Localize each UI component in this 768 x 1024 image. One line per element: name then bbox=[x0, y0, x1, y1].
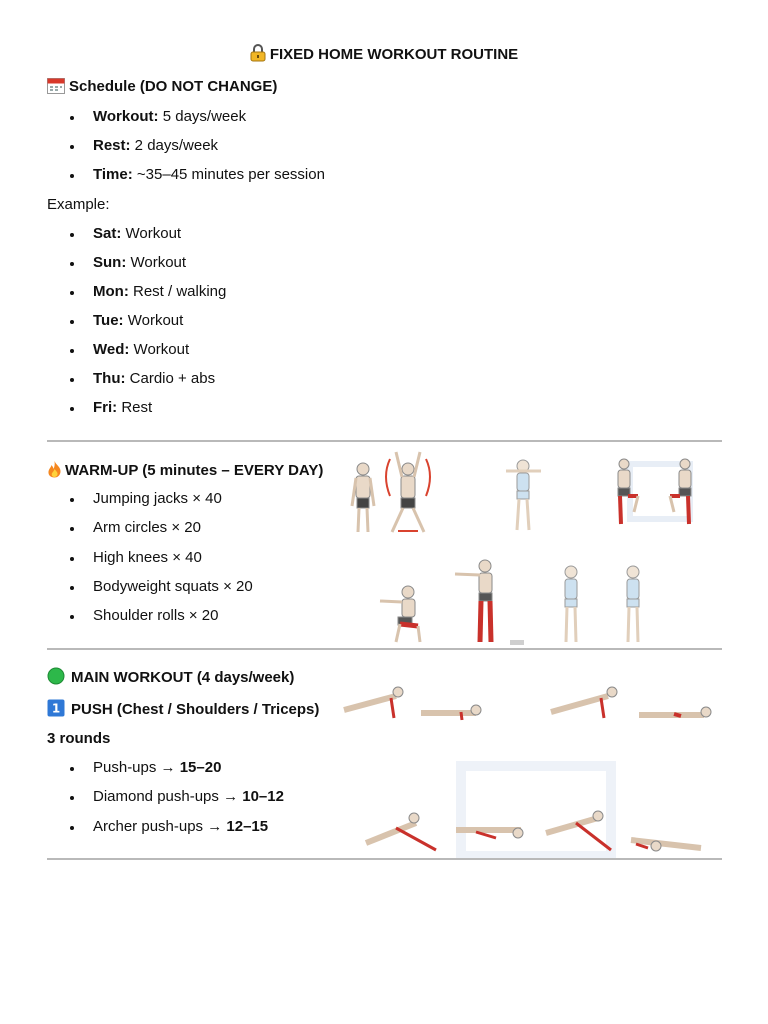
push-heading bbox=[47, 699, 319, 721]
day-label: Tue: bbox=[93, 312, 124, 329]
day-value: Workout bbox=[126, 254, 187, 271]
day-value: Workout bbox=[123, 312, 184, 329]
schedule-heading-text: Schedule (DO NOT CHANGE) bbox=[69, 78, 278, 95]
day-label: Mon: bbox=[93, 283, 129, 300]
calendar-icon bbox=[47, 78, 65, 98]
warmup-item-text: Shoulder rolls × 20 bbox=[93, 607, 219, 624]
warmup-item-text: Bodyweight squats × 20 bbox=[93, 578, 253, 595]
exercise-reps: 10–12 bbox=[242, 788, 284, 805]
day-value: Rest bbox=[117, 399, 153, 416]
item-value: ~35–45 minutes per session bbox=[132, 166, 325, 183]
section-divider bbox=[47, 648, 722, 650]
main-workout-heading bbox=[47, 667, 294, 689]
keycap-one-icon bbox=[47, 699, 65, 721]
day-value: Cardio + abs bbox=[125, 370, 216, 387]
fire-icon bbox=[47, 460, 62, 482]
item-label: Time: bbox=[93, 166, 133, 183]
day-label: Sat: bbox=[93, 225, 122, 242]
item-value: 5 days/week bbox=[158, 108, 247, 125]
rounds-label: 3 rounds bbox=[47, 730, 111, 747]
item-value: 2 days/week bbox=[130, 137, 219, 154]
warmup-heading-text: WARM-UP (5 minutes – EVERY DAY) bbox=[65, 462, 324, 479]
day-label: Thu: bbox=[93, 370, 126, 387]
exercise-name: Archer push-ups → bbox=[93, 818, 227, 835]
title-text: FIXED HOME WORKOUT ROUTINE bbox=[269, 46, 519, 63]
day-value: Workout bbox=[129, 341, 190, 358]
warmup-heading bbox=[47, 460, 323, 482]
warmup-item-text: Arm circles × 20 bbox=[93, 519, 201, 536]
exercise-name: Diamond push-ups → bbox=[93, 788, 243, 805]
exercise-reps: 12–15 bbox=[226, 818, 269, 835]
item-label: Rest: bbox=[93, 137, 131, 154]
exercise-name: Push-ups → bbox=[93, 759, 180, 776]
page-title bbox=[0, 44, 768, 66]
example-label: Example: bbox=[47, 196, 110, 213]
warmup-item-text: Jumping jacks × 40 bbox=[93, 490, 222, 507]
day-value: Rest / walking bbox=[128, 283, 227, 300]
warmup-item-text: High knees × 40 bbox=[93, 549, 202, 566]
section-divider bbox=[47, 858, 722, 860]
main-workout-heading-text: MAIN WORKOUT (4 days/week) bbox=[71, 669, 295, 686]
schedule-heading bbox=[47, 78, 277, 98]
day-value: Workout bbox=[121, 225, 182, 242]
warmup-exercise-illustration bbox=[330, 444, 725, 648]
day-label: Wed: bbox=[93, 341, 130, 358]
section-divider bbox=[47, 440, 722, 442]
push-heading-text: PUSH (Chest / Shoulders / Triceps) bbox=[71, 701, 320, 718]
push-exercise-illustration bbox=[336, 668, 721, 858]
keycap-label: 1 bbox=[51, 701, 61, 716]
green-circle-icon bbox=[47, 667, 65, 689]
exercise-reps: 15–20 bbox=[179, 759, 222, 776]
day-label: Sun: bbox=[93, 254, 127, 271]
item-label: Workout: bbox=[93, 108, 159, 125]
day-label: Fri: bbox=[93, 399, 118, 416]
lock-icon bbox=[250, 44, 266, 66]
